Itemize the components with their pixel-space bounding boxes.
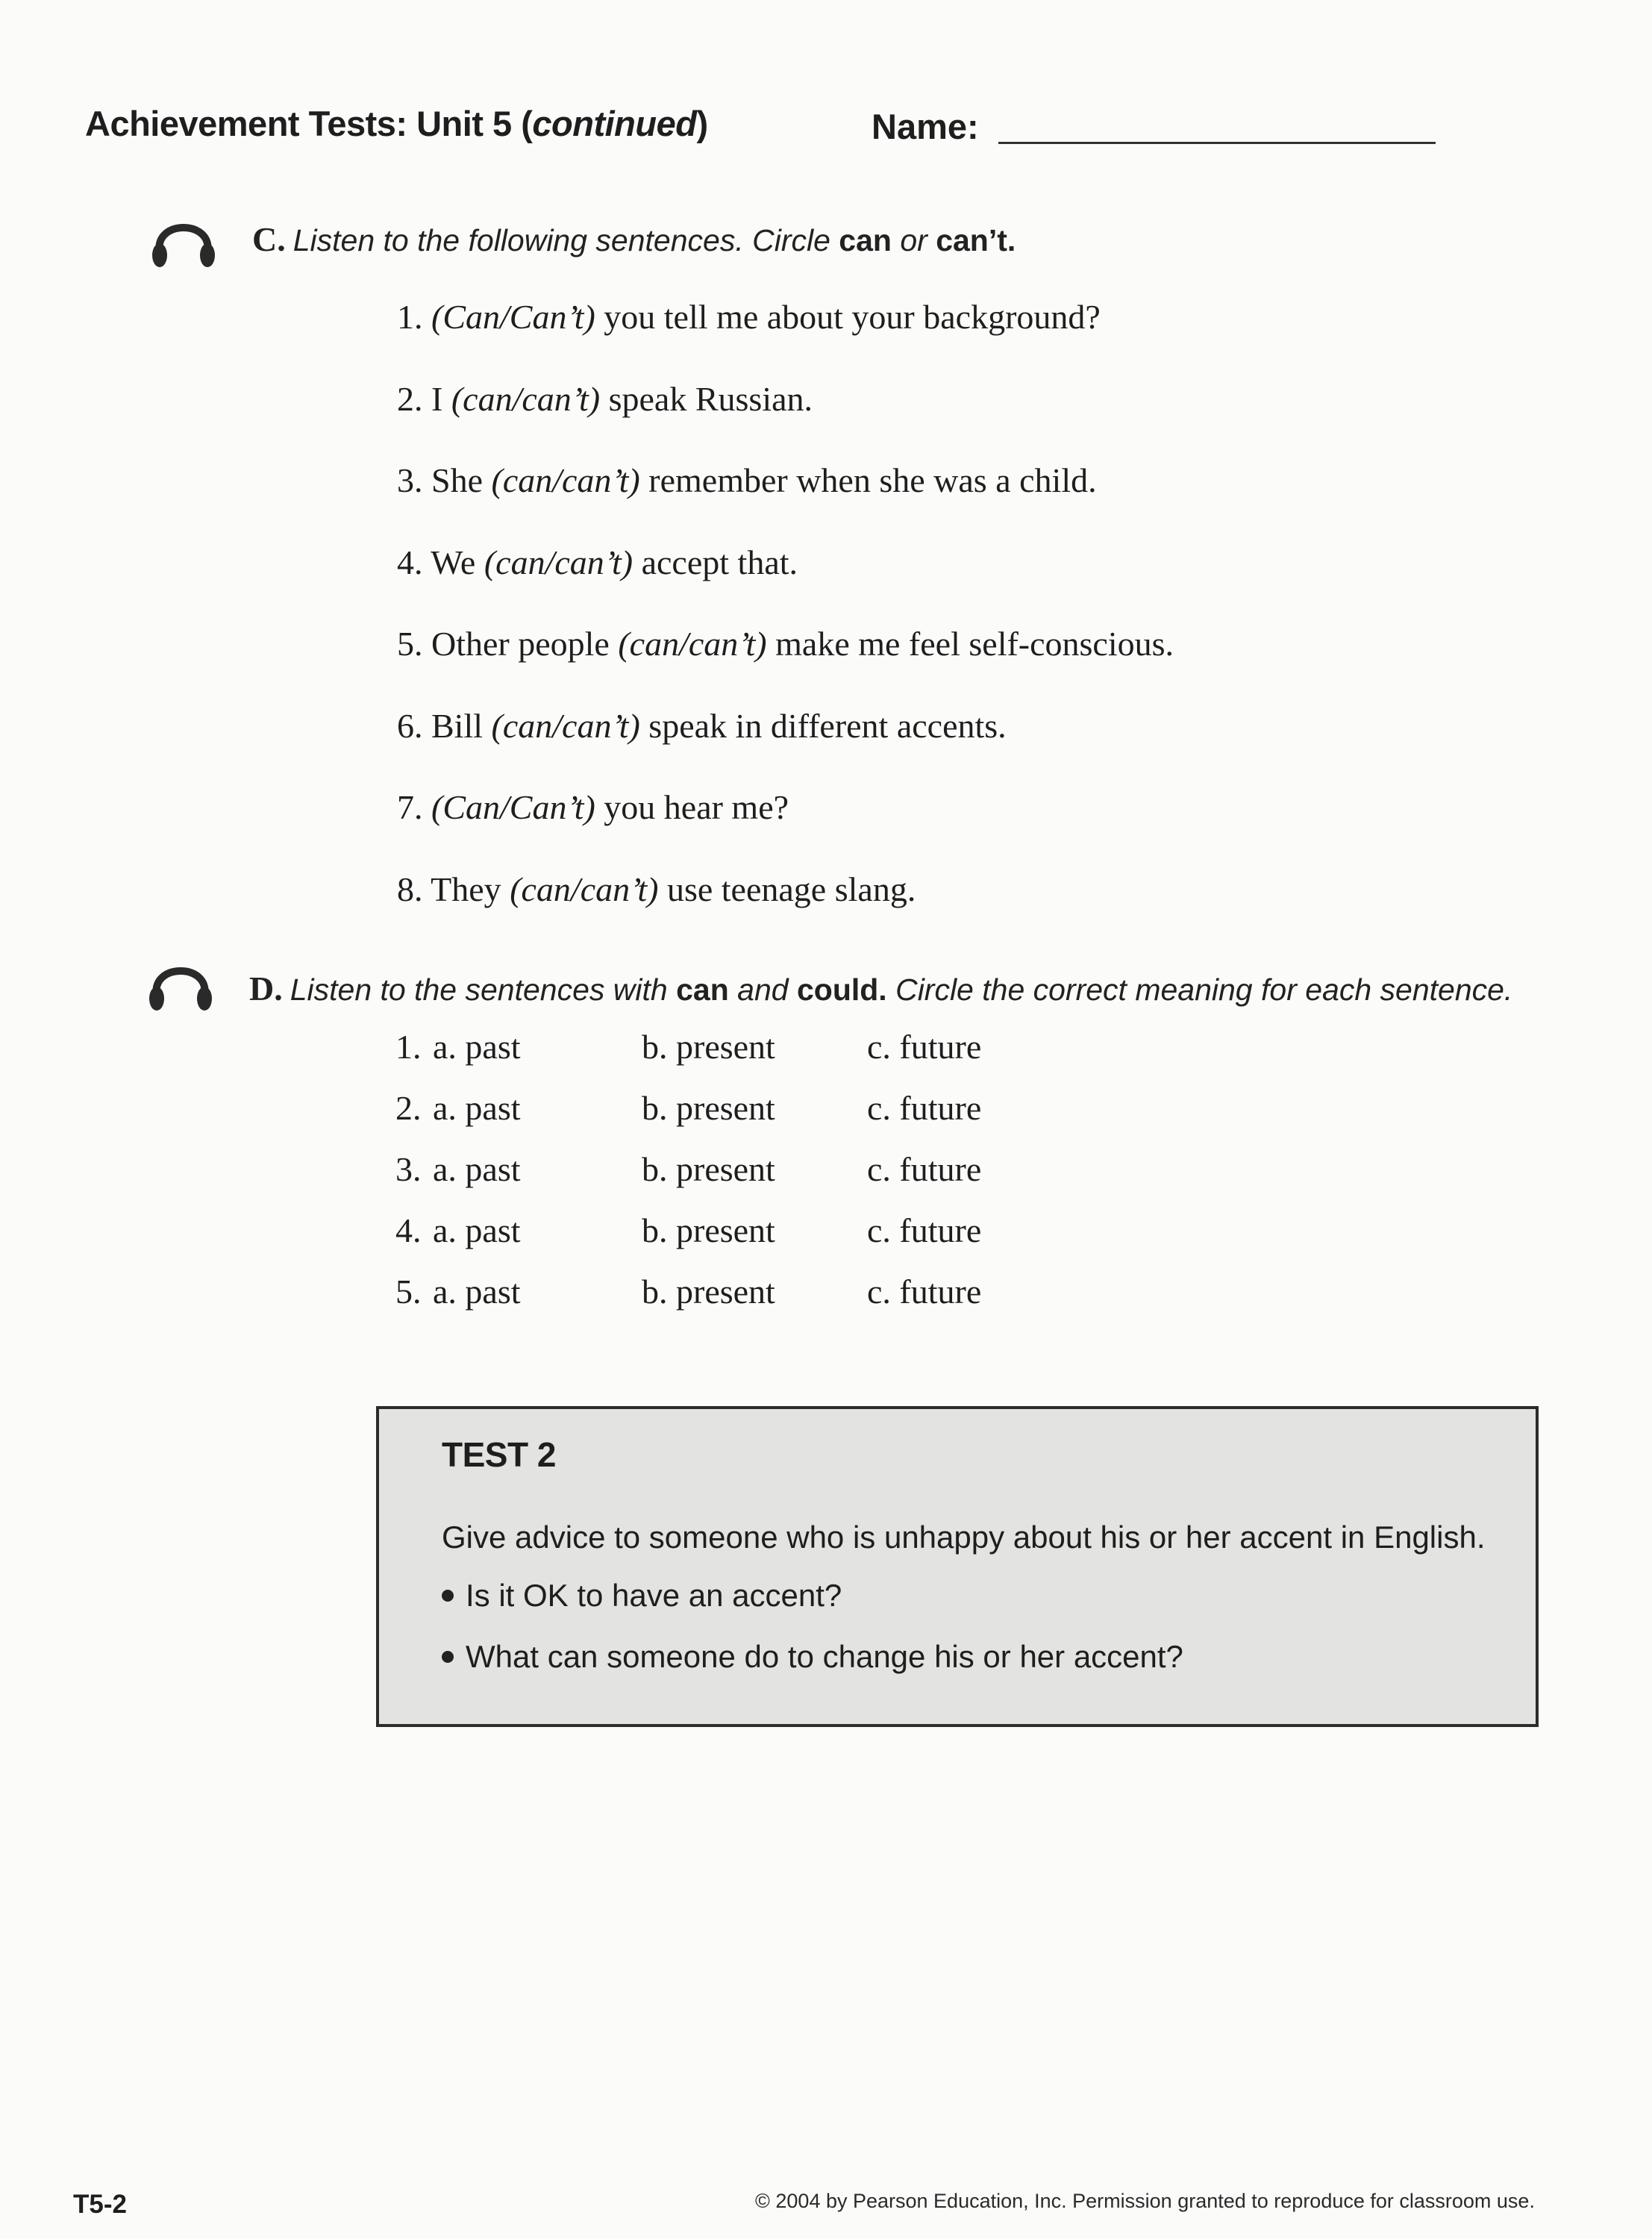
item-number: 4. xyxy=(397,543,423,581)
test-2-prompt: Give advice to someone who is unhappy about his or her accent in English. xyxy=(442,1520,1486,1555)
page-title xyxy=(85,103,708,144)
circle-choice[interactable]: (can/can’t) xyxy=(618,625,767,663)
item-text xyxy=(423,788,432,826)
item-text: She xyxy=(422,461,492,499)
option-present[interactable]: b. present xyxy=(642,1150,775,1188)
instruction-text: Listen to the sentences with xyxy=(290,972,677,1007)
list-item xyxy=(397,787,1174,869)
title-close: ) xyxy=(696,104,708,143)
circle-choice[interactable]: (Can/Can’t) xyxy=(431,788,595,826)
instruction-bold: can xyxy=(839,223,892,257)
item-text: speak in different accents. xyxy=(639,706,1007,745)
section-letter: C. xyxy=(252,220,286,258)
list-item xyxy=(397,869,1174,952)
circle-choice[interactable]: (can/can’t) xyxy=(451,379,601,418)
item-text: accept that. xyxy=(633,543,798,581)
list-item xyxy=(397,624,1174,706)
item-text: use teenage slang. xyxy=(658,869,916,908)
list-item xyxy=(397,543,1174,625)
circle-choice[interactable]: (can/can’t) xyxy=(484,543,633,581)
item-number: 3. xyxy=(395,1150,422,1188)
instruction-bold: could. xyxy=(796,972,887,1007)
instruction-text: Listen to the following sentences. Circle xyxy=(292,223,839,257)
item-number: 1. xyxy=(395,1028,422,1066)
instruction-text: or xyxy=(891,223,936,257)
item-number: 8. xyxy=(397,869,423,908)
section-c-list xyxy=(397,297,1174,951)
option-past[interactable]: a. past xyxy=(433,1028,521,1066)
bullet-item xyxy=(442,1639,1183,1675)
item-text: I xyxy=(422,379,451,418)
item-number: 6. xyxy=(397,706,423,745)
option-future[interactable]: c. future xyxy=(867,1211,982,1249)
bullet-item xyxy=(442,1578,842,1614)
item-text: Other people xyxy=(422,625,619,663)
headphones-icon xyxy=(143,949,218,1017)
test-2-box xyxy=(376,1406,1539,1727)
item-text: make me feel self-conscious. xyxy=(766,625,1174,663)
section-d-instruction xyxy=(249,969,1512,1008)
option-past[interactable]: a. past xyxy=(433,1150,521,1188)
item-text: speak Russian. xyxy=(600,379,813,418)
circle-choice[interactable]: (can/can’t) xyxy=(510,869,659,908)
list-item xyxy=(397,706,1174,788)
option-present[interactable]: b. present xyxy=(642,1028,775,1066)
item-text: Bill xyxy=(422,706,492,745)
item-text xyxy=(423,298,432,336)
option-future[interactable]: c. future xyxy=(867,1089,982,1127)
list-item xyxy=(397,460,1174,543)
item-text: We xyxy=(422,543,484,581)
instruction-text: and xyxy=(728,972,797,1007)
item-number: 4. xyxy=(395,1211,422,1249)
circle-choice[interactable]: (Can/Can’t) xyxy=(431,298,595,336)
instruction-bold: can xyxy=(676,972,729,1007)
option-present[interactable]: b. present xyxy=(642,1272,775,1311)
bullet-icon xyxy=(442,1590,454,1602)
item-number: 2. xyxy=(395,1089,422,1127)
bullet-icon xyxy=(442,1651,454,1663)
title-italic: continued xyxy=(532,104,697,143)
item-number: 7. xyxy=(397,788,423,826)
test-2-title: TEST 2 xyxy=(442,1435,556,1474)
circle-choice[interactable]: (can/can’t) xyxy=(491,706,640,745)
option-future[interactable]: c. future xyxy=(867,1272,982,1311)
circle-choice[interactable]: (can/can’t) xyxy=(491,461,640,499)
item-number: 1. xyxy=(397,298,423,336)
list-item xyxy=(397,297,1174,379)
item-number: 2. xyxy=(397,379,423,418)
bullet-text: Is it OK to have an accent? xyxy=(466,1578,842,1613)
option-future[interactable]: c. future xyxy=(867,1028,982,1066)
section-letter: D. xyxy=(249,969,283,1008)
option-past[interactable]: a. past xyxy=(433,1211,521,1249)
item-number: 3. xyxy=(397,461,423,499)
headphones-icon xyxy=(146,206,221,273)
option-past[interactable]: a. past xyxy=(433,1089,521,1127)
list-item xyxy=(397,379,1174,461)
item-text: They xyxy=(422,869,510,908)
item-number: 5. xyxy=(397,625,423,663)
page-number: T5-2 xyxy=(73,2190,127,2219)
item-text: you hear me? xyxy=(595,788,789,826)
copyright-notice: © 2004 by Pearson Education, Inc. Permission granted to reproduce for classroom use. xyxy=(755,2190,1535,2212)
name-input-line[interactable] xyxy=(998,142,1436,144)
option-present[interactable]: b. present xyxy=(642,1211,775,1249)
option-past[interactable]: a. past xyxy=(433,1272,521,1311)
item-text: you tell me about your background? xyxy=(595,298,1101,336)
option-present[interactable]: b. present xyxy=(642,1089,775,1127)
name-label: Name: xyxy=(872,107,979,146)
item-number: 5. xyxy=(395,1272,422,1311)
instruction-text: Circle the correct meaning for each sentence. xyxy=(886,972,1513,1007)
instruction-bold: can’t. xyxy=(936,223,1016,257)
title-text: Achievement Tests: Unit 5 ( xyxy=(85,104,533,143)
bullet-text: What can someone do to change his or her accent? xyxy=(466,1639,1183,1674)
item-text: remember when she was a child. xyxy=(639,461,1097,499)
section-c-instruction xyxy=(252,219,1016,259)
option-future[interactable]: c. future xyxy=(867,1150,982,1188)
